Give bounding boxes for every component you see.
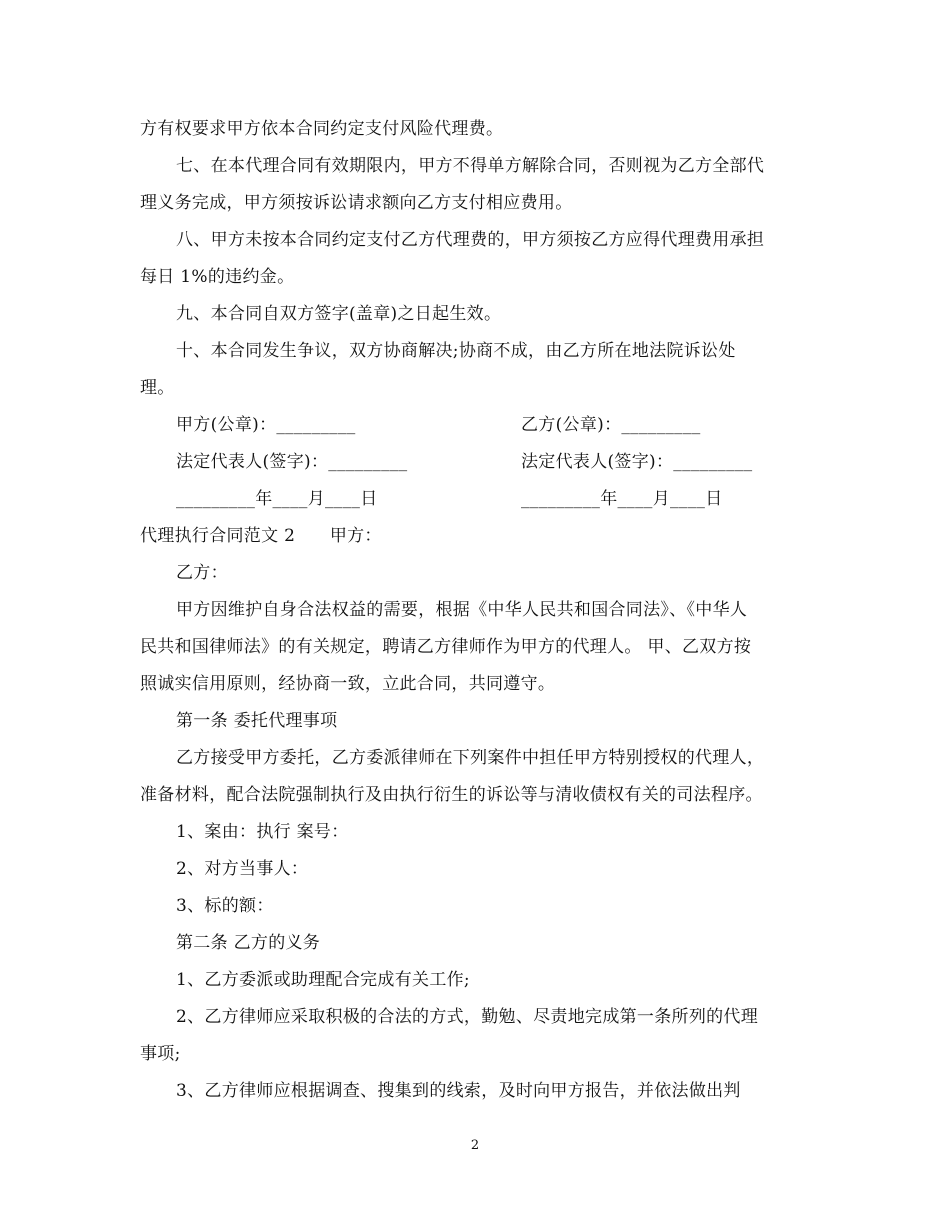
text-line: 民共和国律师法》的有关规定，聘请乙方律师作为甲方的代理人。 甲、乙双方按 [140, 637, 752, 657]
list-item: 1、案由：执行 案号： [176, 822, 349, 842]
section-heading: 第一条 委托代理事项 [176, 711, 338, 731]
text-line: 八、甲方未按本合同约定支付乙方代理费的，甲方须按乙方应得代理费用承担 [176, 230, 765, 250]
text-line: 乙方接受甲方委托，乙方委派律师在下列案件中担任甲方特别授权的代理人， [176, 748, 765, 768]
party-a-seal-line: 甲方(公章)：_________ [176, 415, 356, 435]
text-line: 七、在本代理合同有效期限内，甲方不得单方解除合同，否则视为乙方全部代 [176, 156, 765, 176]
text-line: 乙方： [176, 563, 228, 583]
list-item: 3、乙方律师应根据调查、搜集到的线索，及时向甲方报告，并依法做出判 [176, 1081, 741, 1101]
list-item: 1、乙方委派或助理配合完成有关工作; [176, 970, 470, 990]
text-line: 十、本合同发生争议，双方协商解决;协商不成，由乙方所在地法院诉讼处 [176, 341, 736, 361]
text-line: 照诚实信用原则，经协商一致，立此合同，共同遵守。 [140, 674, 556, 694]
text-line: 理。 [140, 378, 175, 398]
list-item: 2、对方当事人： [176, 859, 309, 879]
party-b-seal-line: 乙方(公章)：_________ [521, 415, 701, 435]
text-line: 九、本合同自双方签字(盖章)之日起生效。 [176, 304, 502, 324]
text-line: 理义务完成，甲方须按诉讼请求额向乙方支付相应费用。 [140, 193, 573, 213]
list-item: 2、乙方律师应采取积极的合法的方式，勤勉、尽责地完成第一条所列的代理 [176, 1007, 759, 1027]
date-b-line: _________年____月____日 [521, 489, 723, 509]
text-line: 每日 1%的违约金。 [140, 267, 295, 287]
text-line: 事项; [140, 1044, 181, 1064]
text-line: 准备材料，配合法院强制执行及由执行衍生的诉讼等与清收债权有关的司法程序。 [140, 785, 763, 805]
date-a-line: _________年____月____日 [176, 489, 378, 509]
text-line: 甲方因维护自身合法权益的需要，根据《中华人民共和国合同法》、《中华人 [176, 600, 748, 620]
legal-rep-b-line: 法定代表人(签字)：_________ [521, 452, 753, 472]
contract-title-line: 代理执行合同范文 2 甲方： [140, 526, 382, 546]
page-number: 2 [470, 1138, 480, 1153]
list-item: 3、标的额： [176, 896, 274, 916]
section-heading: 第二条 乙方的义务 [176, 933, 321, 953]
text-line: 方有权要求甲方依本合同约定支付风险代理费。 [140, 119, 504, 139]
legal-rep-a-line: 法定代表人(签字)：_________ [176, 452, 408, 472]
